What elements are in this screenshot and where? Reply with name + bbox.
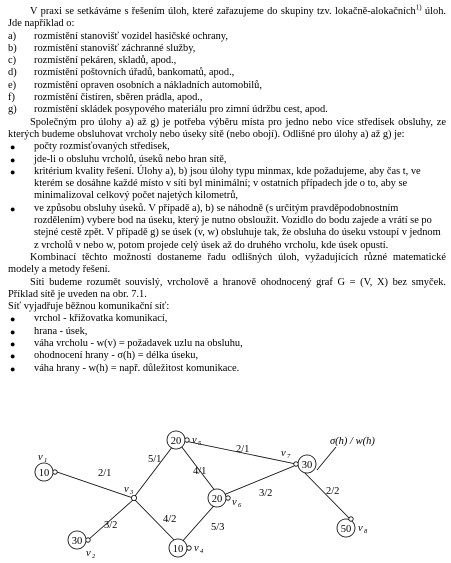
svg-text:30: 30	[71, 536, 83, 547]
svg-text:v: v	[194, 543, 199, 554]
svg-text:1: 1	[44, 457, 48, 464]
list-item: d) rozmístění poštovních úřadů, bankomatů, apod.,	[8, 67, 235, 79]
bullet-icon: ●	[10, 203, 16, 214]
edge-v7-v8	[298, 466, 349, 518]
svg-text:v: v	[124, 484, 129, 495]
document-page	[8, 3, 446, 375]
bullet-icon: ●	[10, 154, 16, 165]
svg-text:30: 30	[301, 460, 313, 471]
edge-label-v3-v2: 3/2	[104, 520, 118, 531]
list-item: f) rozmístění čistíren, sběren prádla, apod.,	[8, 92, 203, 104]
edge-label-v5-v6: 4/1	[193, 466, 207, 477]
edge-label-v5-v7: 2/1	[236, 444, 250, 455]
list-item: ● vrchol - křižovatka komunikací,	[10, 313, 168, 325]
svg-text:10: 10	[38, 468, 50, 479]
node-v6	[208, 489, 242, 509]
node-v4	[169, 539, 204, 557]
list-item: ● ve způsobu obsluhy úseků. V případě a), b) se náhodně (s určitým pravděpodobnostním rozdělením) vybere bod na úseku, který je nutno obsloužit. Vozidlo do bodu zajede a vrátí se po stejné cestě zpět. V případě g) se úsek (v, w) obsluhuje tak, že obsluha do úseku vstoupí v jednom z vrcholů v nebo w, potom projede celý úsek až do druhého vrcholu, kde úsek opustí.	[10, 202, 441, 251]
node-v2	[68, 531, 96, 560]
svg-text:10: 10	[172, 544, 184, 555]
svg-text:σ(h) / w(h): σ(h) / w(h)	[330, 436, 375, 447]
svg-text:50: 50	[340, 524, 352, 535]
svg-text:v: v	[192, 435, 197, 446]
node-v8	[337, 517, 368, 537]
paragraph-common: Společným pro úlohy a) až g) je potřeba výběru místa pro jedno nebo více středisek obsluhy, ze kterých budeme obsluhovat vrcholy nebo úseky sítě (nebo obojí). Odlišné pro úlohy a) až g) je:	[8, 116, 446, 140]
svg-text:v: v	[281, 448, 286, 459]
edge-label-v7-v8: 2/2	[326, 486, 340, 497]
list-alpha	[8, 31, 446, 117]
edge-label-v3-v4: 4/2	[163, 514, 177, 525]
network-diagram	[0, 430, 451, 563]
edge-label-v1-v3: 2/1	[98, 468, 112, 479]
list-item: g) rozmístění skládek posypového materiálu pro zimní údržbu cest, apod.	[8, 104, 328, 116]
bullet-icon: ●	[10, 166, 16, 177]
paragraph-network-expr: Síť vyjadřuje běžnou komunikační síť:	[8, 301, 170, 313]
svg-text:v: v	[86, 548, 91, 559]
paragraph-combinations: Kombinací těchto možností dostaneme řadu odlišných úloh, vyžadujících různé matematické modely a metody řešení.	[8, 251, 446, 276]
edge-v3-v5	[135, 442, 176, 496]
bullet-icon: ●	[10, 363, 16, 374]
svg-text:v: v	[358, 523, 363, 534]
edge-v6-v7	[221, 466, 294, 496]
svg-text:7: 7	[287, 453, 291, 460]
edge-label-v4-v6: 5/3	[211, 522, 225, 533]
svg-text:6: 6	[238, 502, 242, 509]
list-item: ● hrana - úsek,	[10, 325, 88, 337]
bullet-icon: ●	[10, 339, 16, 350]
svg-text:v: v	[232, 497, 237, 508]
svg-text:v: v	[38, 452, 43, 463]
list-item: a) rozmístění stanovišť vozidel hasičské ochrany,	[8, 30, 228, 42]
paragraph-network-def: Síti budeme rozumět souvislý, vrcholově a hranově ohodnocený graf G = (V, X) bez smyček. Příklad sítě je uveden na obr. 7.1.	[8, 276, 446, 300]
list-item: b) rozmístění stanovišť záchranné služby,	[8, 42, 196, 54]
svg-text:20: 20	[211, 494, 223, 505]
footnote-marker: 1)	[415, 3, 422, 12]
bullet-icon: ●	[10, 326, 16, 337]
list-item: c) rozmístění pekáren, skladů, apod.,	[8, 55, 177, 67]
node-v3	[124, 484, 137, 501]
paragraph-intro: V praxi se setkáváme s řešením úloh, které zařazujeme do skupiny tzv. lokačně-alokačních$^{1)}$ úloh. Jde například o:	[8, 3, 446, 30]
edge-label-v6-v7: 3/2	[259, 488, 273, 499]
node-v1	[35, 452, 57, 481]
list-item: ● ohodnocení hrany - σ(h) = délka úseku,	[10, 350, 199, 362]
list-item: ● váha vrcholu - w(v) = požadavek uzlu na obsluhu,	[10, 338, 243, 350]
bullet-icon: ●	[10, 142, 16, 153]
edge-v1-v3	[57, 472, 133, 498]
list-item: ● jde-li o obsluhu vrcholů, úseků nebo hran sítě,	[10, 153, 227, 165]
diagram-legend	[317, 436, 375, 470]
node-v5	[167, 431, 202, 449]
list-item: ● kritérium kvality řešení. Úlohy a), b) jsou úlohy typu minmax, kde požadujeme, aby čas t, ve kterém se dosáhne každé místo v síti byl minimální; v ostatních případech jde o to, aby se minimalizoval celkový počet najetých kilometrů,	[10, 165, 421, 202]
svg-text:5: 5	[198, 440, 202, 447]
bullet-icon: ●	[10, 351, 16, 362]
bullet-icon: ●	[10, 314, 16, 325]
list-item: e) rozmístění opraven osobních a nákladních automobilů,	[8, 79, 262, 91]
svg-text:4: 4	[200, 548, 204, 555]
svg-text:3: 3	[130, 489, 134, 496]
svg-text:8: 8	[364, 528, 368, 535]
svg-text:20: 20	[170, 436, 182, 447]
list-item: ● počty rozmisťovaných středisek,	[10, 141, 170, 153]
edge-label-v3-v5: 5/1	[148, 454, 162, 465]
svg-text:2: 2	[92, 553, 96, 560]
list-bullets-network	[8, 313, 446, 374]
list-bullets-differences	[8, 141, 446, 252]
list-item: ● váha hrany - w(h) = např. důležitost komunikace.	[10, 362, 240, 374]
